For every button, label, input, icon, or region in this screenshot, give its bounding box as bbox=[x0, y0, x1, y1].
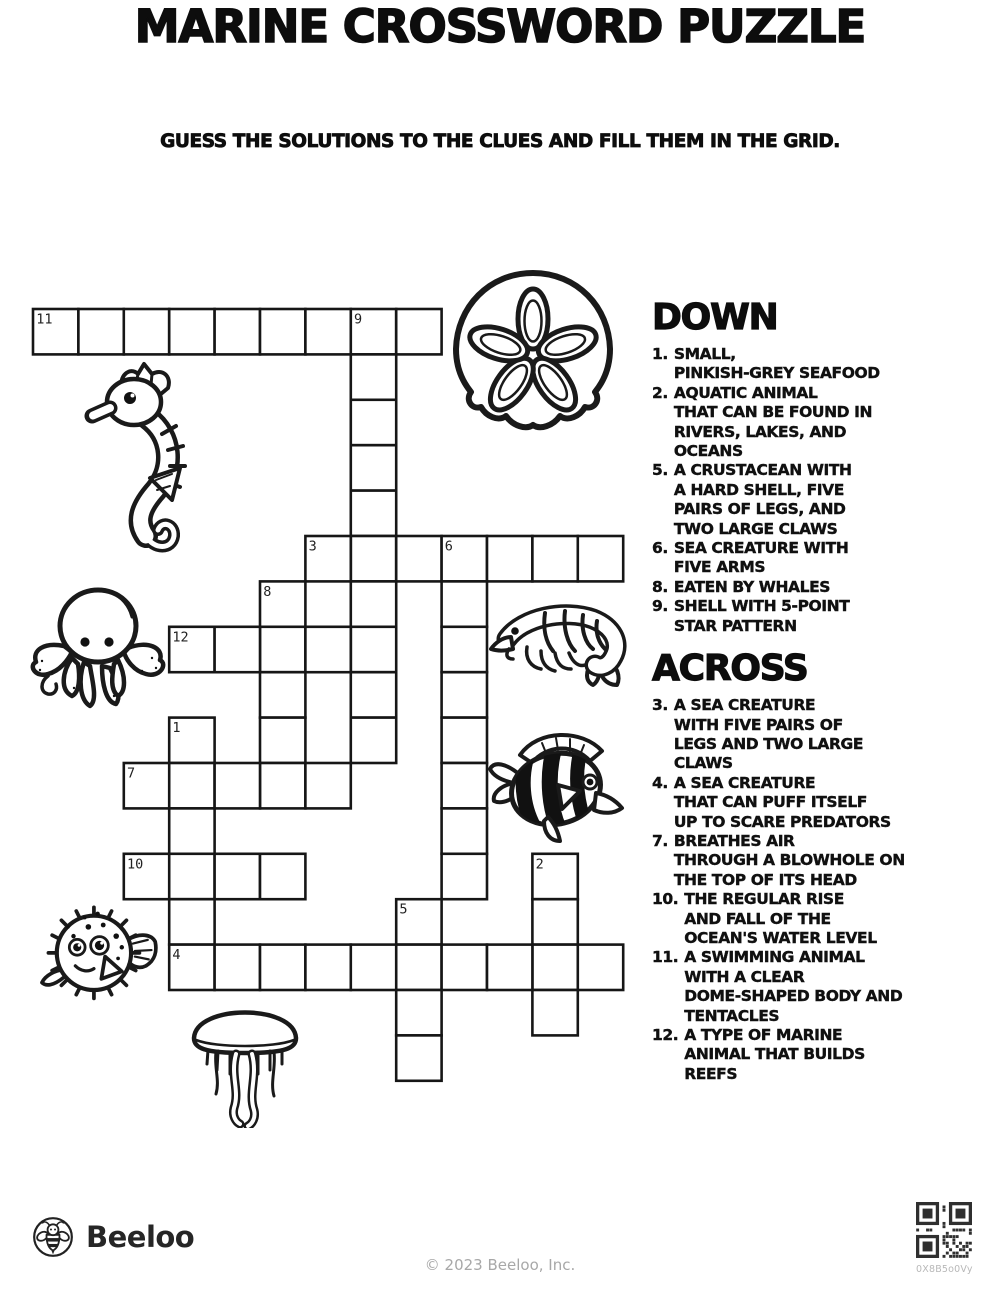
crossword-cell[interactable] bbox=[396, 536, 441, 581]
clue-item-text: A SEA CREATURE bbox=[673, 696, 816, 715]
clue-item-text: LEGS AND TWO LARGE bbox=[673, 734, 864, 753]
crossword-cell[interactable] bbox=[396, 1035, 441, 1080]
clue-item bbox=[652, 578, 997, 597]
clue-item-text: AQUATIC ANIMAL bbox=[673, 383, 818, 402]
beeloo-logo-icon bbox=[32, 1216, 74, 1258]
crossword-cell[interactable] bbox=[260, 763, 305, 808]
crossword-cell[interactable] bbox=[260, 854, 305, 899]
crossword-cell[interactable] bbox=[260, 627, 305, 672]
clue-item-number: 11. bbox=[652, 948, 679, 967]
crossword-cell[interactable] bbox=[215, 945, 260, 990]
clue-item-text: A HARD SHELL, FIVE bbox=[673, 480, 844, 499]
clue-number-label: 3 bbox=[308, 538, 317, 555]
clue-item-text: EATEN BY WHALES bbox=[673, 577, 831, 596]
crossword-cell[interactable] bbox=[169, 808, 214, 853]
crossword-cell[interactable] bbox=[487, 945, 532, 990]
crossword-cell[interactable] bbox=[442, 718, 487, 763]
crossword-cell[interactable] bbox=[487, 536, 532, 581]
clue-number-label: 4 bbox=[172, 947, 181, 964]
clue-item-text: A CRUSTACEAN WITH bbox=[673, 461, 852, 480]
clue-item-text: TENTACLES bbox=[684, 1006, 780, 1025]
crossword-cell[interactable] bbox=[305, 945, 350, 990]
clue-item bbox=[652, 597, 997, 636]
clue-item bbox=[652, 890, 997, 948]
clue-item-number: 6. bbox=[652, 539, 668, 558]
crossword-cell[interactable] bbox=[215, 854, 260, 899]
clue-item bbox=[652, 832, 997, 890]
clue-item-text: THAT CAN BE FOUND IN bbox=[673, 403, 873, 422]
clue-panel bbox=[652, 299, 997, 1084]
pufferfish-illustration bbox=[36, 899, 176, 1003]
clue-item bbox=[652, 539, 997, 578]
clue-item-text: SHELL WITH 5-POINT bbox=[673, 597, 850, 616]
crossword-cell[interactable] bbox=[442, 854, 487, 899]
crossword-cell[interactable] bbox=[305, 763, 350, 808]
crossword-cell[interactable] bbox=[305, 309, 350, 354]
crossword-cell[interactable] bbox=[351, 627, 396, 672]
crossword-cell[interactable] bbox=[351, 945, 396, 990]
clue-number-label: 7 bbox=[127, 765, 136, 782]
crossword-cell[interactable] bbox=[578, 536, 623, 581]
clue-item bbox=[652, 696, 997, 774]
sand-dollar-illustration bbox=[448, 267, 618, 439]
clue-item-text: REEFS bbox=[684, 1064, 738, 1083]
brand-wordmark: Beeloo bbox=[86, 1220, 195, 1254]
crossword-cell[interactable] bbox=[532, 536, 577, 581]
clue-item-number: 1. bbox=[652, 345, 668, 363]
crossword-cell[interactable] bbox=[260, 945, 305, 990]
clue-item-text: THE TOP OF ITS HEAD bbox=[673, 870, 857, 889]
clue-item-text: BREATHES AIR bbox=[673, 831, 795, 850]
brand-footer bbox=[32, 1216, 194, 1258]
octopus-illustration bbox=[28, 584, 170, 716]
clue-number-label: 1 bbox=[172, 720, 181, 737]
crossword-cell[interactable] bbox=[351, 536, 396, 581]
copyright-text: © 2023 Beeloo, Inc. bbox=[424, 1256, 576, 1274]
clue-item-number: 10. bbox=[652, 890, 679, 909]
clue-item-text: OCEAN'S WATER LEVEL bbox=[684, 928, 877, 947]
crossword-cell[interactable] bbox=[351, 354, 396, 399]
clue-number-label: 10 bbox=[127, 856, 144, 873]
clue-number-label: 5 bbox=[399, 901, 408, 918]
crossword-cell[interactable] bbox=[351, 491, 396, 536]
crossword-cell[interactable] bbox=[169, 899, 214, 944]
crossword-cell[interactable] bbox=[305, 627, 350, 672]
crossword-cell[interactable] bbox=[442, 672, 487, 717]
crossword-cell[interactable] bbox=[396, 309, 441, 354]
clue-item-text: PAIRS OF LEGS, AND bbox=[673, 500, 846, 519]
qr-block bbox=[916, 1202, 972, 1275]
clue-item-text: THROUGH A BLOWHOLE ON bbox=[673, 851, 905, 870]
crossword-cell[interactable] bbox=[532, 899, 577, 944]
clue-item-number: 3. bbox=[652, 696, 668, 715]
crossword-cell[interactable] bbox=[215, 763, 260, 808]
qr-code bbox=[916, 1202, 972, 1258]
clue-item-number: 4. bbox=[652, 773, 668, 792]
clue-item-text: PINKISH-GREY SEAFOOD bbox=[673, 364, 880, 383]
crossword-cell[interactable] bbox=[260, 309, 305, 354]
clue-item-text: A SEA CREATURE bbox=[673, 773, 816, 792]
clue-number-label: 2 bbox=[535, 856, 544, 873]
jellyfish-illustration bbox=[186, 988, 304, 1128]
down-heading: DOWN bbox=[652, 297, 778, 338]
clue-item-number: 5. bbox=[652, 461, 668, 480]
crossword-cell[interactable] bbox=[442, 945, 487, 990]
crossword-cell[interactable] bbox=[169, 309, 214, 354]
clue-item-text: CLAWS bbox=[673, 754, 733, 773]
down-clues-section bbox=[652, 299, 997, 636]
crossword-cell[interactable] bbox=[351, 400, 396, 445]
page-title: MARINE CROSSWORD PUZZLE bbox=[134, 0, 866, 53]
clue-item bbox=[652, 948, 997, 1026]
crossword-cell[interactable] bbox=[215, 627, 260, 672]
crossword-cell[interactable] bbox=[215, 309, 260, 354]
clue-item-text: UP TO SCARE PREDATORS bbox=[673, 812, 891, 831]
seahorse-illustration bbox=[84, 360, 206, 568]
crossword-cell[interactable] bbox=[351, 672, 396, 717]
clue-item bbox=[652, 774, 997, 832]
crossword-cell[interactable] bbox=[532, 990, 577, 1035]
clue-item-text: WITH A CLEAR bbox=[684, 967, 805, 986]
clue-item-number: 12. bbox=[652, 1026, 679, 1044]
clue-item bbox=[652, 384, 997, 462]
clue-number-label: 11 bbox=[36, 311, 53, 328]
clue-item-number: 7. bbox=[652, 831, 668, 850]
crossword-cell[interactable] bbox=[260, 672, 305, 717]
crossword-cell[interactable] bbox=[442, 763, 487, 808]
page-subtitle: GUESS THE SOLUTIONS TO THE CLUES AND FILL THEM IN THE GRID. bbox=[160, 131, 840, 152]
clue-number-label: 12 bbox=[172, 629, 189, 646]
crossword-cell[interactable] bbox=[532, 945, 577, 990]
clue-item bbox=[652, 345, 997, 384]
across-heading: ACROSS bbox=[652, 648, 808, 690]
crossword-cell[interactable] bbox=[442, 581, 487, 626]
butterflyfish-illustration bbox=[486, 721, 626, 845]
qr-code-label: 0X8B5o0Vy bbox=[916, 1264, 973, 1275]
crossword-cell[interactable] bbox=[78, 309, 123, 354]
clue-number-label: 8 bbox=[263, 583, 272, 600]
crossword-cell[interactable] bbox=[396, 990, 441, 1035]
clue-item-text: SEA CREATURE WITH bbox=[673, 539, 849, 558]
crossword-cell[interactable] bbox=[351, 581, 396, 626]
clue-item-text: THE REGULAR RISE bbox=[684, 890, 844, 909]
crossword-cell[interactable] bbox=[351, 445, 396, 490]
clue-item-text: ANIMAL THAT BUILDS bbox=[684, 1045, 865, 1064]
clue-item-text: TWO LARGE CLAWS bbox=[673, 519, 838, 538]
clue-item-text: FIVE ARMS bbox=[673, 558, 766, 577]
clue-item bbox=[652, 1026, 997, 1084]
clue-item bbox=[652, 461, 997, 539]
clue-item-number: 2. bbox=[652, 383, 668, 402]
clue-item-text: DOME-SHAPED BODY AND bbox=[684, 987, 903, 1006]
clue-item-text: SMALL, bbox=[673, 345, 736, 363]
shrimp-illustration bbox=[489, 597, 637, 689]
crossword-cell[interactable] bbox=[169, 854, 214, 899]
clue-item-text: AND FALL OF THE bbox=[684, 909, 831, 928]
crossword-cell[interactable] bbox=[169, 763, 214, 808]
crossword-cell[interactable] bbox=[396, 945, 441, 990]
crossword-cell[interactable] bbox=[351, 718, 396, 763]
crossword-cell[interactable] bbox=[442, 627, 487, 672]
crossword-cell[interactable] bbox=[442, 808, 487, 853]
clue-item-text: OCEANS bbox=[673, 442, 743, 461]
clue-item-number: 8. bbox=[652, 577, 668, 596]
crossword-cell[interactable] bbox=[124, 309, 169, 354]
clue-number-label: 9 bbox=[354, 311, 363, 328]
clue-item-text: A SWIMMING ANIMAL bbox=[684, 948, 865, 967]
crossword-cell[interactable] bbox=[260, 718, 305, 763]
clue-item-number: 9. bbox=[652, 597, 668, 616]
clue-number-label: 6 bbox=[444, 538, 453, 555]
across-clues-section bbox=[652, 650, 997, 1084]
down-clue-list bbox=[652, 345, 997, 636]
crossword-cell[interactable] bbox=[578, 945, 623, 990]
clue-item-text: A TYPE OF MARINE bbox=[684, 1026, 843, 1044]
across-clue-list bbox=[652, 696, 997, 1084]
clue-item-text: STAR PATTERN bbox=[673, 616, 797, 635]
clue-item-text: WITH FIVE PAIRS OF bbox=[673, 715, 843, 734]
clue-item-text: THAT CAN PUFF ITSELF bbox=[673, 793, 867, 812]
clue-item-text: RIVERS, LAKES, AND bbox=[673, 422, 847, 441]
